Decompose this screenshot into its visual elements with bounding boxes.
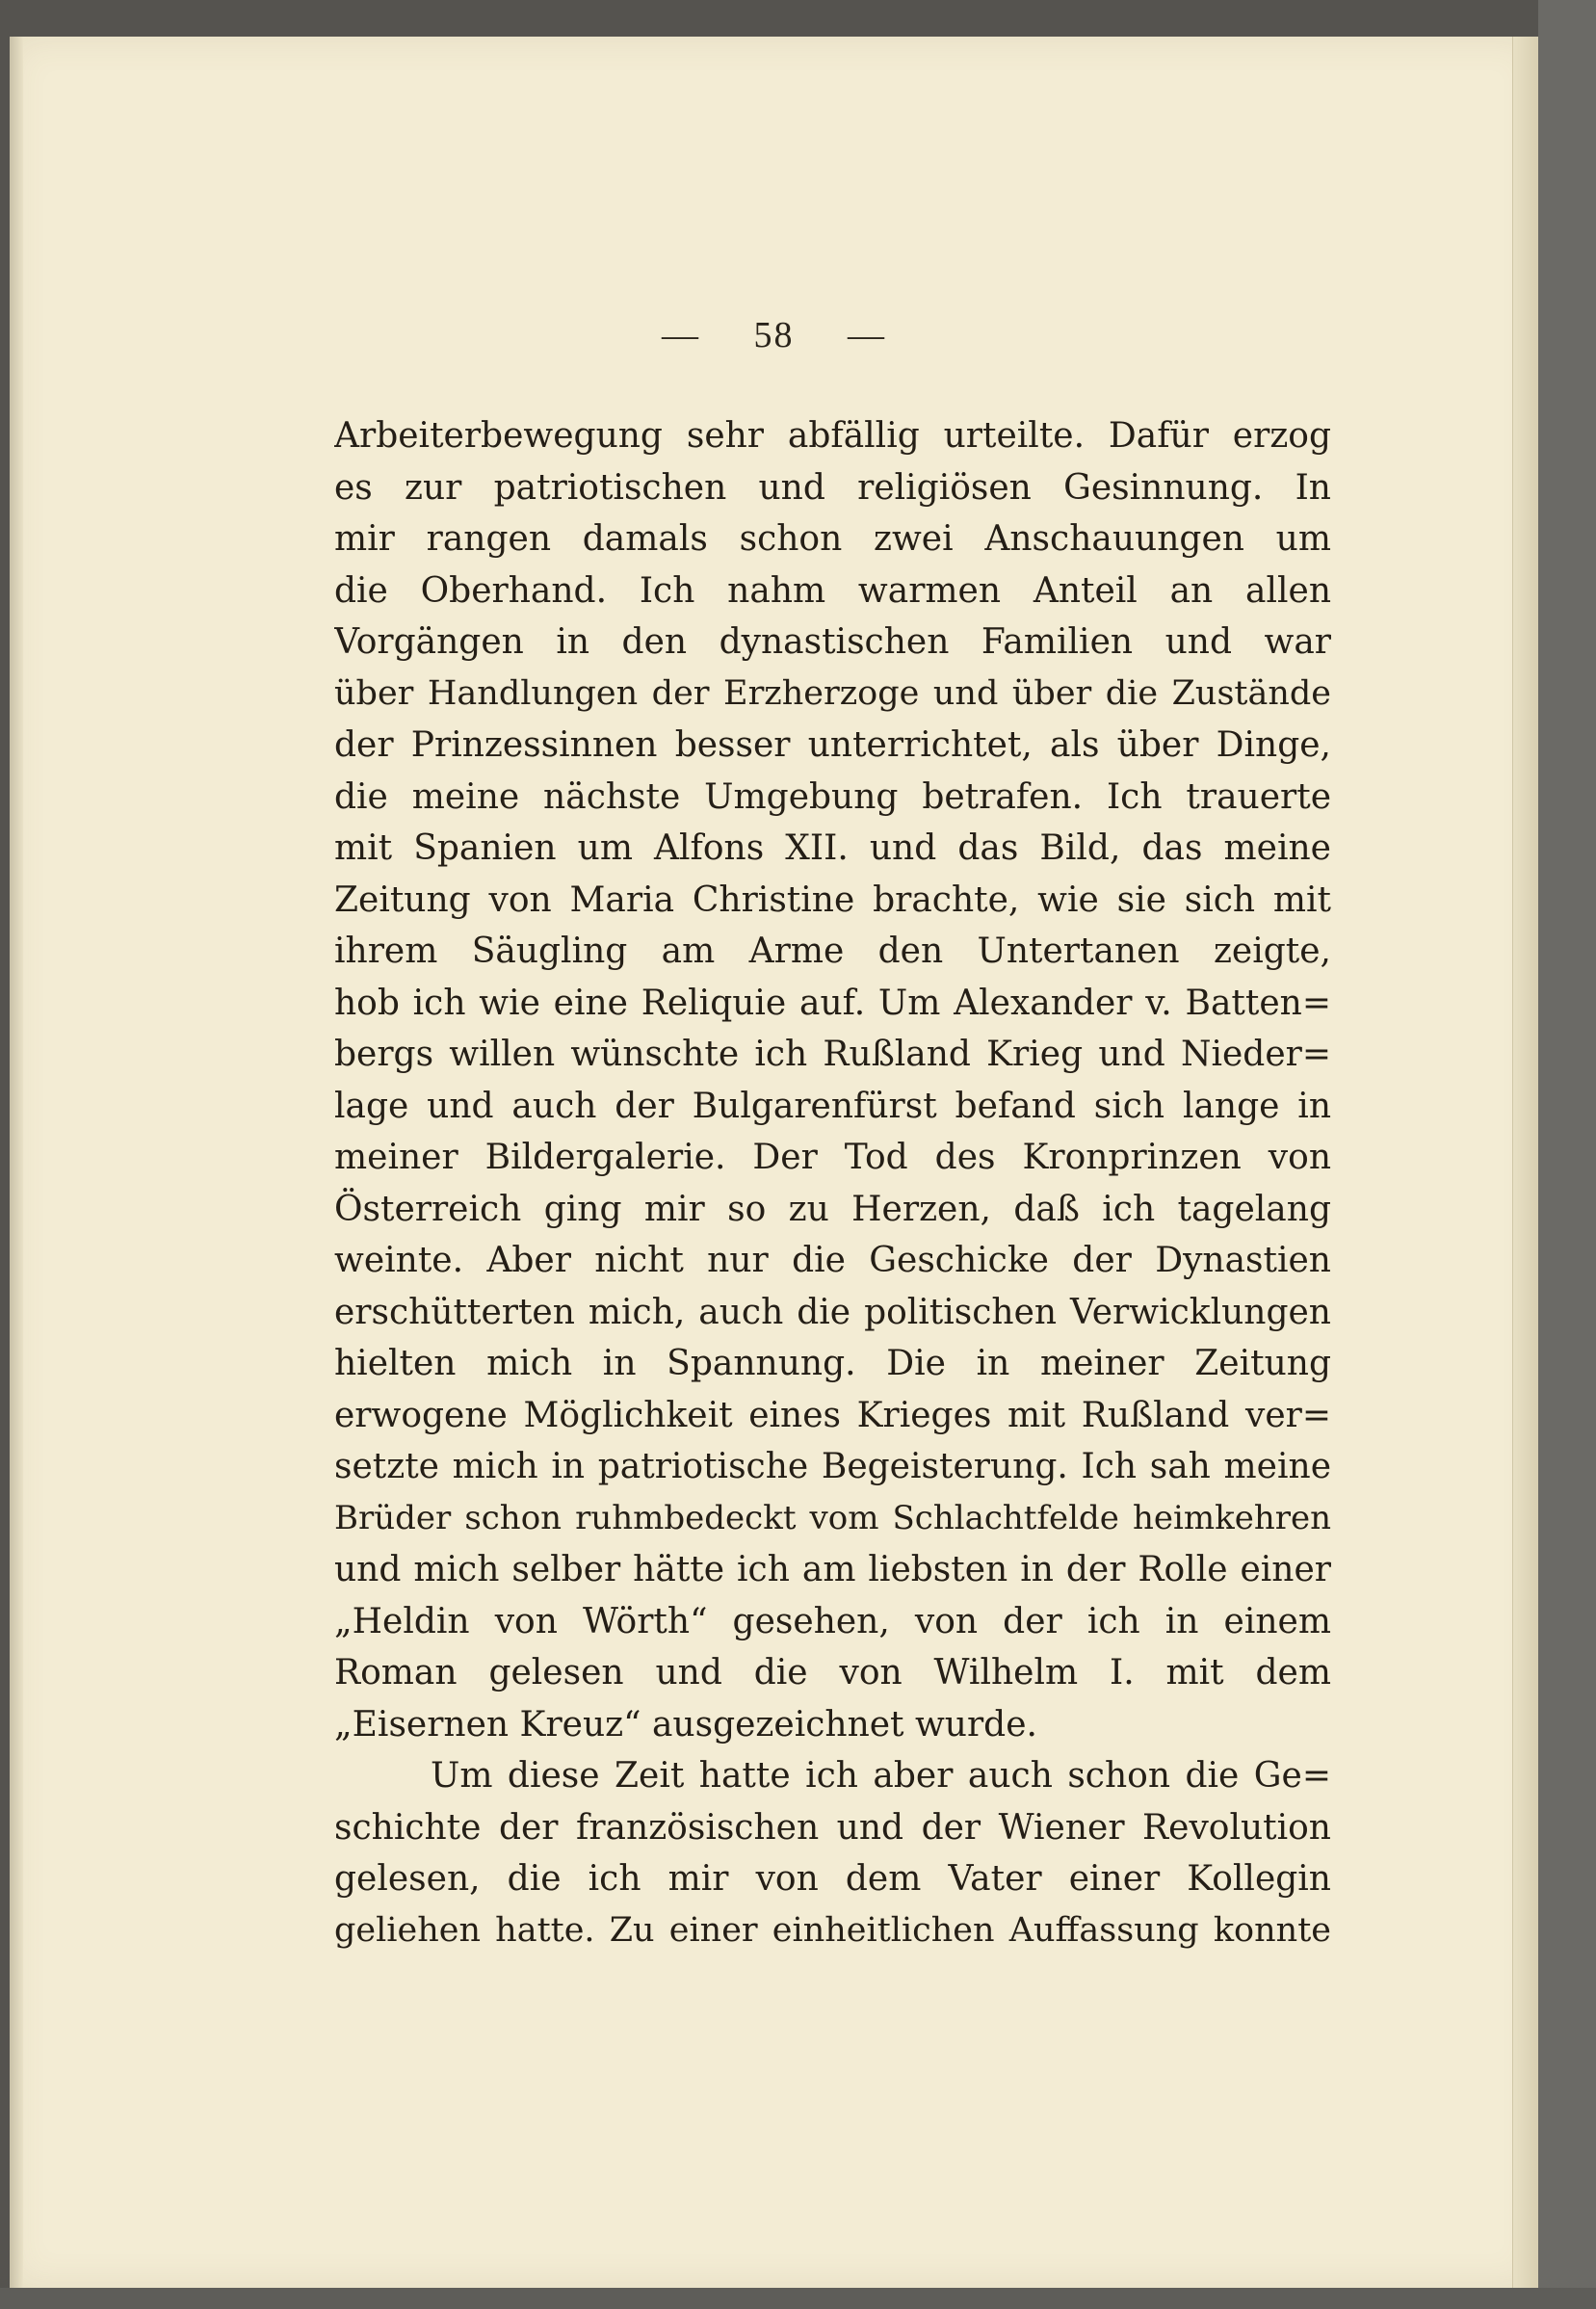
book-cover-edge-right — [1538, 0, 1596, 2309]
text-line: mit Spanien um Alfons XII. und das Bild, das meine — [334, 828, 1331, 868]
page-number-dash-left: — — [662, 315, 700, 355]
text-line: ihrem Säugling am Arme den Untertanen zeigte, — [334, 931, 1331, 971]
text-line: mir rangen damals schon zwei Anschauungen um — [334, 519, 1331, 559]
text-line: lage und auch der Bulgarenfürst befand sich lange in — [334, 1086, 1331, 1126]
book-page — [10, 37, 1538, 2288]
page-gutter — [1512, 37, 1538, 2288]
text-line: Roman gelesen und die von Wilhelm I. mit dem — [334, 1653, 1331, 1692]
text-line: Vorgängen in den dynastischen Familien und war — [334, 622, 1331, 662]
body-text — [334, 410, 1331, 1956]
page-edge-left — [10, 37, 23, 2288]
text-line: die Oberhand. Ich nahm warmen Anteil an allen — [334, 570, 1331, 611]
text-line: die meine nächste Umgebung betrafen. Ich trauerte — [334, 776, 1331, 817]
paragraph-2 — [334, 1750, 1331, 1956]
text-line: bergs willen wünschte ich Rußland Krieg und Nieder= — [334, 1035, 1331, 1074]
page-number-dash-right: — — [848, 315, 886, 355]
text-line: erwogene Möglichkeit eines Krieges mit Rußland ver= — [334, 1395, 1331, 1435]
text-line: hob ich wie eine Reliquie auf. Um Alexander v. Batten= — [334, 983, 1331, 1023]
paragraph-1 — [334, 410, 1331, 1750]
text-line: Brüder schon ruhmbedeckt vom Schlachtfelde heimkehren — [334, 1498, 1331, 1537]
text-line: Zeitung von Maria Christine brachte, wie sie sich mit — [334, 879, 1331, 920]
text-line: Um diese Zeit hatte ich aber auch schon die Ge= — [431, 1756, 1331, 1796]
text-line: erschütterten mich, auch die politischen Verwicklungen — [334, 1292, 1331, 1332]
text-line: Österreich ging mir so zu Herzen, daß ich tagelang — [334, 1189, 1331, 1229]
page-number: 58 — [753, 315, 795, 355]
text-line: „Eisernen Kreuz“ ausgezeichnet wurde. — [334, 1704, 1037, 1745]
text-line: weinte. Aber nicht nur die Geschicke der Dynastien — [334, 1241, 1331, 1280]
text-line: und mich selber hätte ich am liebsten in der Rolle einer — [334, 1550, 1331, 1589]
text-line: über Handlungen der Erzherzoge und über die Zustände — [334, 673, 1331, 713]
text-line: „Heldin von Wörth“ gesehen, von der ich in einem — [334, 1601, 1331, 1641]
text-line: geliehen hatte. Zu einer einheitlichen Auffassung konnte — [334, 1910, 1331, 1950]
page-number-header — [10, 314, 1538, 356]
text-line: hielten mich in Spannung. Die in meiner Zeitung — [334, 1344, 1331, 1383]
book-cover-edge-bottom — [0, 2288, 1596, 2309]
text-line: schichte der französischen und der Wiener Revolution — [334, 1807, 1331, 1848]
text-line: der Prinzessinnen besser unterrichtet, als über Dinge, — [334, 725, 1331, 765]
text-line: es zur patriotischen und religiösen Gesinnung. In — [334, 467, 1331, 508]
text-line: setzte mich in patriotische Begeisterung. Ich sah meine — [334, 1447, 1331, 1486]
text-line: gelesen, die ich mir von dem Vater einer Kollegin — [334, 1859, 1331, 1899]
text-line: Arbeiterbewegung sehr abfällig urteilte. Dafür erzog — [334, 416, 1331, 456]
text-line: meiner Bildergalerie. Der Tod des Kronprinzen von — [334, 1138, 1331, 1177]
